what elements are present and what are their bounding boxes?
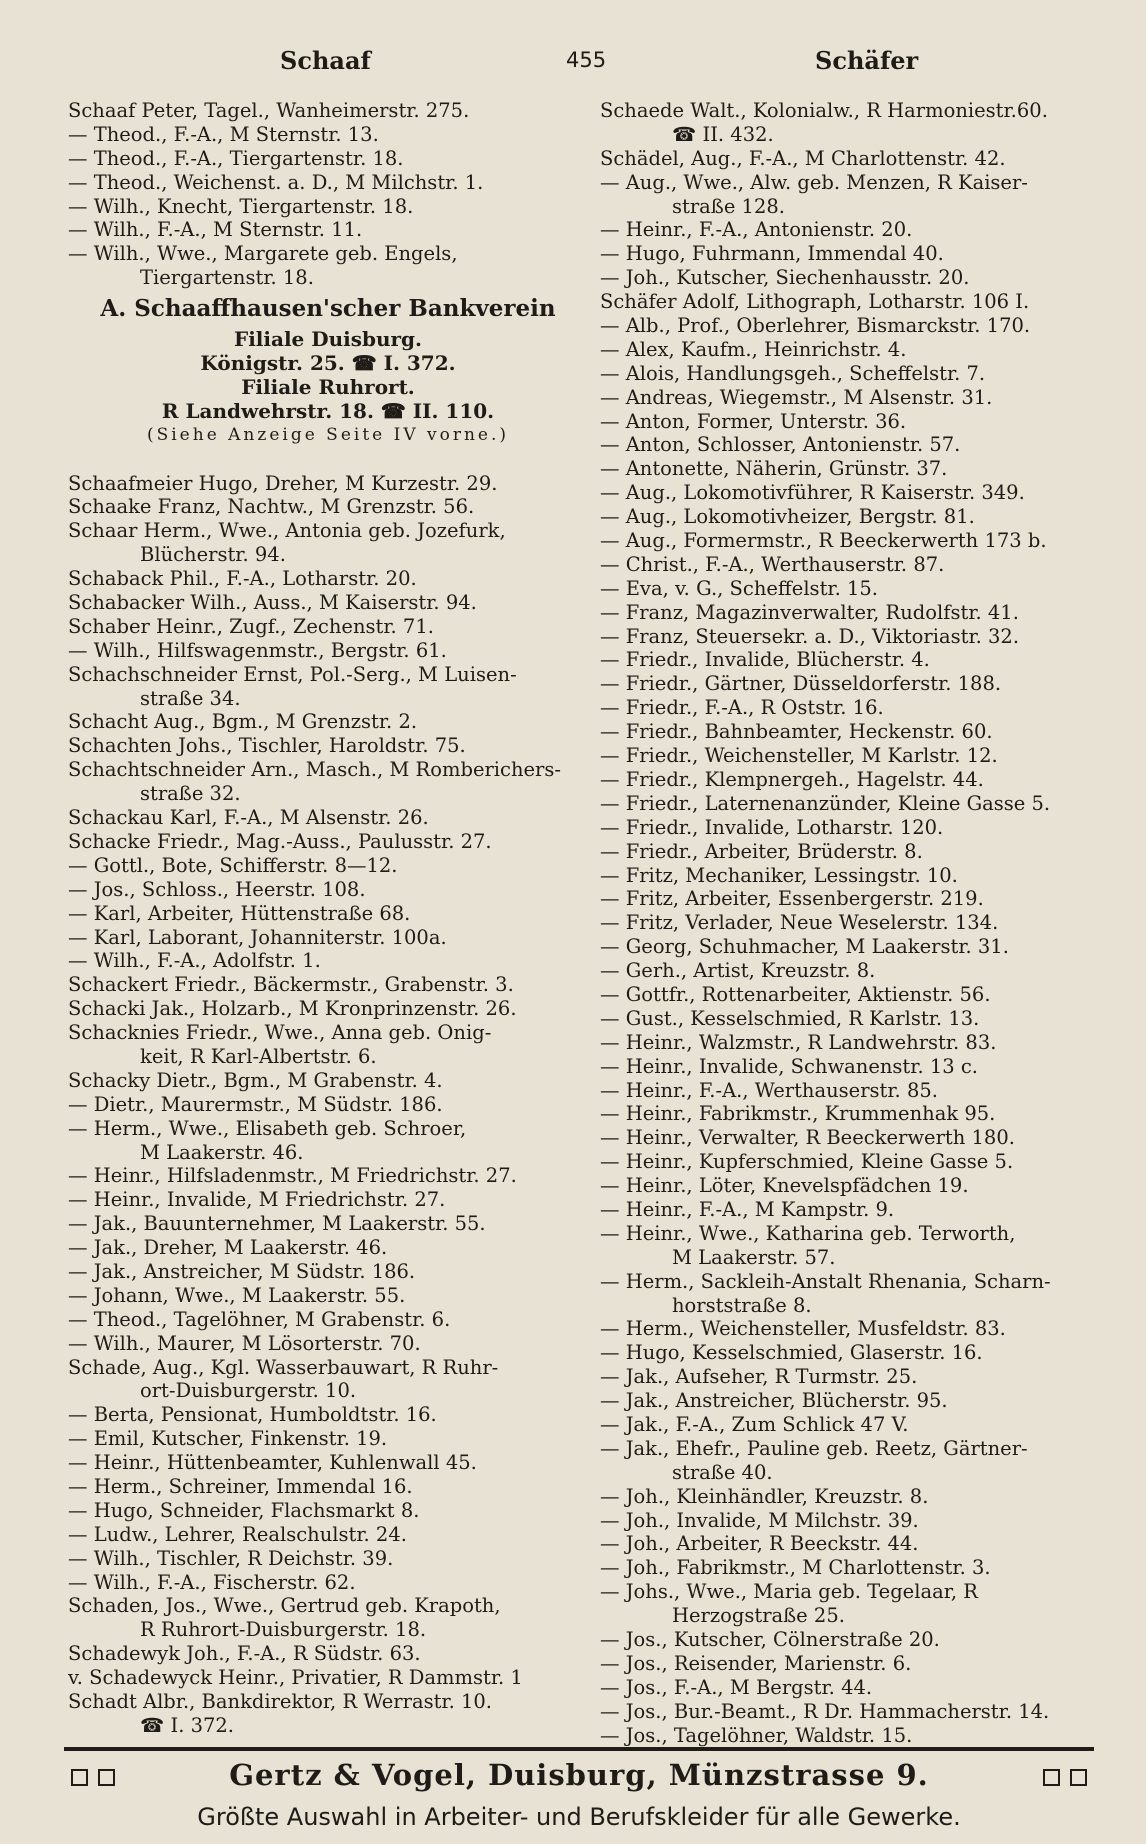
- directory-entry: — Johs., Wwe., Maria geb. Tegelaar, R: [600, 1580, 978, 1604]
- directory-entry: — Gottfr., Rottenarbeiter, Aktienstr. 56.: [600, 982, 991, 1006]
- directory-entry: — Aug., Lokomotivführer, R Kaiserstr. 349.: [600, 481, 1025, 505]
- directory-entry: — Jak., Aufseher, R Turmstr. 25.: [600, 1365, 918, 1389]
- directory-entry: Filiale Duisburg.: [234, 328, 422, 352]
- directory-entry: — Jak., Bauunternehmer, M Laakerstr. 55.: [68, 1212, 486, 1236]
- directory-entry: — Aug., Lokomotivheizer, Bergstr. 81.: [600, 505, 975, 529]
- directory-entry: — Herm., Sackleih-Anstalt Rhenania, Scharn-: [600, 1269, 1051, 1293]
- directory-entry: — Heinr., F.-A., Antonienstr. 20.: [600, 218, 913, 242]
- header-left-keyword: Schaaf: [280, 46, 371, 75]
- entry-continuation: Herzogstraße 25.: [672, 1604, 845, 1628]
- directory-entry: Schaede Walt., Kolonialw., R Harmoniestr.60.: [600, 99, 1048, 122]
- directory-entry: — Friedr., Laternenanzünder, Kleine Gasse 5.: [600, 791, 1051, 815]
- directory-entry: Schackau Karl, F.-A., M Alsenstr. 26.: [68, 806, 429, 830]
- directory-entry: Schacky Dietr., Bgm., M Grabenstr. 4.: [68, 1068, 443, 1092]
- spacer: [68, 448, 588, 472]
- directory-entry: Schachten Johs., Tischler, Haroldstr. 75.: [68, 734, 466, 758]
- directory-entry: — Heinr., Fabrikmstr., Krummenhak 95.: [600, 1102, 996, 1126]
- directory-entry: Schaake Franz, Nachtw., M Grenzstr. 56.: [68, 495, 475, 519]
- entry-continuation: M Laakerstr. 46.: [140, 1140, 304, 1164]
- directory-entry: — Jak., Ehefr., Pauline geb. Reetz, Gärtner-: [600, 1436, 1028, 1460]
- directory-entry: — Joh., Arbeiter, R Beeckstr. 44.: [600, 1532, 919, 1556]
- directory-entry: — Georg, Schuhmacher, M Laakerstr. 31.: [600, 935, 1009, 959]
- directory-entry: — Jak., Dreher, M Laakerstr. 46.: [68, 1236, 388, 1260]
- right-column: [600, 99, 1110, 1747]
- entry-continuation: ☎ II. 432.: [672, 122, 774, 146]
- entry-continuation: R Ruhrort-Duisburgerstr. 18.: [140, 1618, 427, 1642]
- directory-entry: Schaar Herm., Wwe., Antonia geb. Jozefurk,: [68, 519, 506, 543]
- directory-entry: — Theod., Weichenst. a. D., M Milchstr. 1.: [68, 170, 484, 194]
- entry-continuation: keit, R Karl-Albertstr. 6.: [140, 1044, 377, 1068]
- directory-entry: — Wilh., F.-A., Adolfstr. 1.: [68, 949, 321, 973]
- entry-continuation: ☎ I. 372.: [140, 1713, 235, 1737]
- directory-entry: — Theod., F.-A., M Sternstr. 13.: [68, 122, 379, 146]
- directory-entry: — Johann, Wwe., M Laakerstr. 55.: [68, 1283, 406, 1307]
- directory-entry: — Herm., Wwe., Elisabeth geb. Schroer,: [68, 1116, 467, 1140]
- directory-entry: — Berta, Pensionat, Humboldtstr. 16.: [68, 1403, 437, 1427]
- directory-entry: — Friedr., Bahnbeamter, Heckenstr. 60.: [600, 720, 993, 744]
- directory-entry: Schaback Phil., F.-A., Lotharstr. 20.: [68, 567, 417, 591]
- directory-entry: — Heinr., F.-A., M Kampstr. 9.: [600, 1197, 895, 1221]
- directory-entry: v. Schadewyck Heinr., Privatier, R Dammstr. 1: [68, 1666, 523, 1690]
- directory-entry: — Alex, Kaufm., Heinrichstr. 4.: [600, 337, 907, 361]
- directory-entry: — Joh., Kleinhändler, Kreuzstr. 8.: [600, 1484, 929, 1508]
- directory-entry: — Jos., Kutscher, Cölnerstraße 20.: [600, 1628, 940, 1651]
- directory-entry: — Franz, Magazinverwalter, Rudolfstr. 41.: [600, 600, 1019, 624]
- directory-entry: — Heinr., Invalide, M Friedrichstr. 27.: [68, 1188, 446, 1212]
- directory-entry: — Heinr., Hilfsladenmstr., M Friedrichstr. 27.: [68, 1164, 517, 1188]
- directory-entry: Schaafmeier Hugo, Dreher, M Kurzestr. 29.: [68, 471, 498, 495]
- directory-entry: — Christ., F.-A., Werthauserstr. 87.: [600, 552, 945, 576]
- directory-entry: — Wilh., Tischler, R Deichstr. 39.: [68, 1546, 394, 1570]
- directory-entry: — Wilh., Maurer, M Lösorterstr. 70.: [68, 1331, 421, 1355]
- entry-continuation: horststraße 8.: [672, 1293, 812, 1317]
- footer-rule: [64, 1747, 1094, 1751]
- directory-entry: — Jos., Tagelöhner, Waldstr. 15.: [600, 1723, 913, 1747]
- directory-entry: — Wilh., F.-A., Fischerstr. 62.: [68, 1570, 356, 1594]
- ornament-squares-left: [66, 1754, 120, 1796]
- directory-entry: — Emil, Kutscher, Finkenstr. 19.: [68, 1427, 388, 1451]
- directory-entry: — Herm., Schreiner, Immendal 16.: [68, 1474, 413, 1498]
- directory-entry: — Jos., Bur.-Beamt., R Dr. Hammacherstr. 14.: [600, 1699, 1050, 1723]
- directory-entry: — Jos., Schloss., Heerstr. 108.: [68, 877, 366, 901]
- directory-entry: — Wilh., Wwe., Margarete geb. Engels,: [68, 242, 458, 266]
- directory-entry: — Ludw., Lehrer, Realschulstr. 24.: [68, 1522, 407, 1546]
- directory-entry: — Theod., Tagelöhner, M Grabenstr. 6.: [68, 1307, 451, 1331]
- page-number: 455: [566, 48, 607, 72]
- ornament-squares-right: [1038, 1754, 1092, 1796]
- directory-entry: Schaaf Peter, Tagel., Wanheimerstr. 275.: [68, 99, 470, 122]
- directory-entry: Filiale Ruhrort.: [241, 375, 415, 399]
- directory-entry: — Jak., Anstreicher, M Südstr. 186.: [68, 1259, 416, 1283]
- directory-entry: — Friedr., Arbeiter, Brüderstr. 8.: [600, 839, 923, 863]
- directory-entry: — Joh., Fabrikmstr., M Charlottenstr. 3.: [600, 1556, 991, 1580]
- directory-entry: Schaden, Jos., Wwe., Gertrud geb. Krapoth,: [68, 1594, 501, 1618]
- entry-continuation: M Laakerstr. 57.: [672, 1245, 836, 1269]
- directory-entry: Schacki Jak., Holzarb., M Kronprinzenstr. 26.: [68, 997, 517, 1021]
- directory-entry: — Gerh., Artist, Kreuzstr. 8.: [600, 959, 876, 983]
- directory-entry: — Heinr., Walzmstr., R Landwehrstr. 83.: [600, 1030, 997, 1054]
- directory-entry: — Gust., Kesselschmied, R Karlstr. 13.: [600, 1006, 980, 1030]
- page-header: [70, 46, 1106, 80]
- directory-entry: — Dietr., Maurermstr., M Südstr. 186.: [68, 1092, 443, 1116]
- directory-entry: — Hugo, Schneider, Flachsmarkt 8.: [68, 1498, 420, 1522]
- directory-entry: — Friedr., Gärtner, Düsseldorferstr. 188.: [600, 672, 1002, 696]
- directory-entry: Schade, Aug., Kgl. Wasserbauwart, R Ruhr-: [68, 1355, 499, 1379]
- entry-continuation: Tiergartenstr. 18.: [140, 266, 314, 290]
- directory-entry: Schacknies Friedr., Wwe., Anna geb. Onig-: [68, 1021, 492, 1045]
- directory-entry: — Gottl., Bote, Schifferstr. 8—12.: [68, 853, 398, 877]
- directory-entry: — Antonette, Näherin, Grünstr. 37.: [600, 457, 948, 481]
- directory-entry: — Heinr., Invalide, Schwanenstr. 13 c.: [600, 1054, 978, 1078]
- header-right-keyword: Schäfer: [815, 46, 919, 75]
- directory-entry: — Fritz, Mechaniker, Lessingstr. 10.: [600, 863, 958, 887]
- entry-continuation: ort-Duisburgerstr. 10.: [140, 1379, 357, 1403]
- directory-entry: — Anton, Schlosser, Antonienstr. 57.: [600, 433, 961, 457]
- directory-entry: — Alb., Prof., Oberlehrer, Bismarckstr. 170.: [600, 314, 1031, 338]
- directory-entry: — Theod., F.-A., Tiergartenstr. 18.: [68, 146, 404, 170]
- directory-entry: Schädel, Aug., F.-A., M Charlottenstr. 42.: [600, 146, 1006, 170]
- directory-entry: — Heinr., Verwalter, R Beeckerwerth 180.: [600, 1126, 1015, 1150]
- directory-entry: — Wilh., F.-A., M Sternstr. 11.: [68, 218, 363, 242]
- directory-entry: Schachtschneider Arn., Masch., M Romberichers-: [68, 758, 561, 782]
- directory-entry: — Heinr., Kupferschmied, Kleine Gasse 5.: [600, 1150, 1014, 1174]
- directory-entry: — Wilh., Knecht, Tiergartenstr. 18.: [68, 194, 414, 218]
- directory-entry: Schaber Heinr., Zugf., Zechenstr. 71.: [68, 614, 434, 638]
- entry-continuation: straße 40.: [672, 1460, 773, 1484]
- directory-entry: — Andreas, Wiegemstr., M Alsenstr. 31.: [600, 385, 993, 409]
- directory-entry: R Landwehrstr. 18. ☎ II. 110.: [161, 399, 495, 423]
- directory-entry: — Joh., Invalide, M Milchstr. 39.: [600, 1508, 919, 1532]
- directory-entry: — Alois, Handlungsgeh., Scheffelstr. 7.: [600, 361, 986, 385]
- directory-entry: Königstr. 25. ☎ I. 372.: [200, 352, 456, 376]
- directory-entry: — Aug., Wwe., Alw. geb. Menzen, R Kaiser-: [600, 170, 1028, 194]
- directory-entry: — Friedr., F.-A., R Oststr. 16.: [600, 696, 884, 720]
- directory-entry: — Hugo, Fuhrmann, Immendal 40.: [600, 242, 944, 266]
- directory-entry: — Jos., F.-A., M Bergstr. 44.: [600, 1675, 873, 1699]
- directory-entry: Schäfer Adolf, Lithograph, Lotharstr. 106 I.: [600, 290, 1030, 314]
- directory-entry: Schackert Friedr., Bäckermstr., Grabenstr. 3.: [68, 973, 514, 997]
- entry-continuation: straße 32.: [140, 782, 241, 806]
- directory-entry: — Herm., Weichensteller, Musfeldstr. 83.: [600, 1317, 1006, 1341]
- entry-continuation: straße 128.: [672, 194, 785, 218]
- directory-entry: Schadt Albr., Bankdirektor, R Werrastr. 10.: [68, 1690, 493, 1713]
- directory-entry: — Karl, Laborant, Johanniterstr. 100a.: [68, 925, 447, 949]
- directory-entry: — Friedr., Invalide, Lotharstr. 120.: [600, 815, 944, 839]
- directory-entry: — Karl, Arbeiter, Hüttenstraße 68.: [68, 901, 411, 925]
- directory-entry: Schabacker Wilh., Auss., M Kaiserstr. 94.: [68, 591, 477, 615]
- advertisement-line: [64, 1754, 1094, 1796]
- directory-entry: Schacht Aug., Bgm., M Grenzstr. 2.: [68, 710, 418, 734]
- directory-entry: — Fritz, Arbeiter, Essenbergerstr. 219.: [600, 887, 984, 911]
- directory-entry: — Heinr., Hüttenbeamter, Kuhlenwall 45.: [68, 1451, 477, 1475]
- entry-continuation: Blücherstr. 94.: [140, 543, 286, 567]
- directory-entry: — Eva, v. G., Scheffelstr. 15.: [600, 576, 878, 600]
- directory-entry: — Hugo, Kesselschmied, Glaserstr. 16.: [600, 1341, 983, 1365]
- directory-entry: Schadewyk Joh., F.-A., R Südstr. 63.: [68, 1642, 421, 1666]
- directory-entry: — Friedr., Klempnergeh., Hagelstr. 44.: [600, 767, 984, 791]
- directory-entry: — Heinr., F.-A., Werthauserstr. 85.: [600, 1078, 938, 1102]
- directory-entry: — Fritz, Verlader, Neue Weselerstr. 134.: [600, 911, 999, 935]
- directory-entry: — Heinr., Löter, Knevelspfädchen 19.: [600, 1174, 969, 1198]
- directory-entry: — Jak., F.-A., Zum Schlick 47 V.: [600, 1412, 909, 1436]
- left-column: [68, 99, 588, 1738]
- directory-entry: — Aug., Formermstr., R Beeckerwerth 173 b.: [600, 529, 1047, 553]
- directory-entry: — Friedr., Invalide, Blücherstr. 4.: [600, 648, 930, 672]
- advertisement-title: Gertz & Vogel, Duisburg, Münzstrasse 9.: [229, 1758, 929, 1792]
- directory-entry: — Jos., Reisender, Marienstr. 6.: [600, 1651, 912, 1675]
- directory-entry: Schacke Friedr., Mag.-Auss., Paulusstr. 27.: [68, 829, 492, 853]
- directory-entry: — Friedr., Weichensteller, M Karlstr. 12.: [600, 744, 998, 768]
- directory-entry: — Wilh., Hilfswagenmstr., Bergstr. 61.: [68, 638, 447, 662]
- directory-entry: (Siehe Anzeige Seite IV vorne.): [146, 424, 510, 445]
- directory-entry: — Anton, Former, Unterstr. 36.: [600, 409, 907, 433]
- directory-entry: — Heinr., Wwe., Katharina geb. Terworth,: [600, 1221, 1016, 1245]
- directory-entry: — Jak., Anstreicher, Blücherstr. 95.: [600, 1389, 948, 1413]
- directory-entry: — Franz, Steuersekr. a. D., Viktoriastr. 32.: [600, 624, 1020, 648]
- entry-continuation: straße 34.: [140, 686, 241, 710]
- directory-entry: — Joh., Kutscher, Siechenhausstr. 20.: [600, 266, 970, 290]
- directory-entry: Schachschneider Ernst, Pol.-Serg., M Luisen-: [68, 662, 517, 686]
- directory-entry: A. Schaaffhausen'scher Bankverein: [100, 295, 556, 323]
- advertisement-slogan: Größte Auswahl in Arbeiter- und Berufskleider für alle Gewerke.: [197, 1803, 961, 1831]
